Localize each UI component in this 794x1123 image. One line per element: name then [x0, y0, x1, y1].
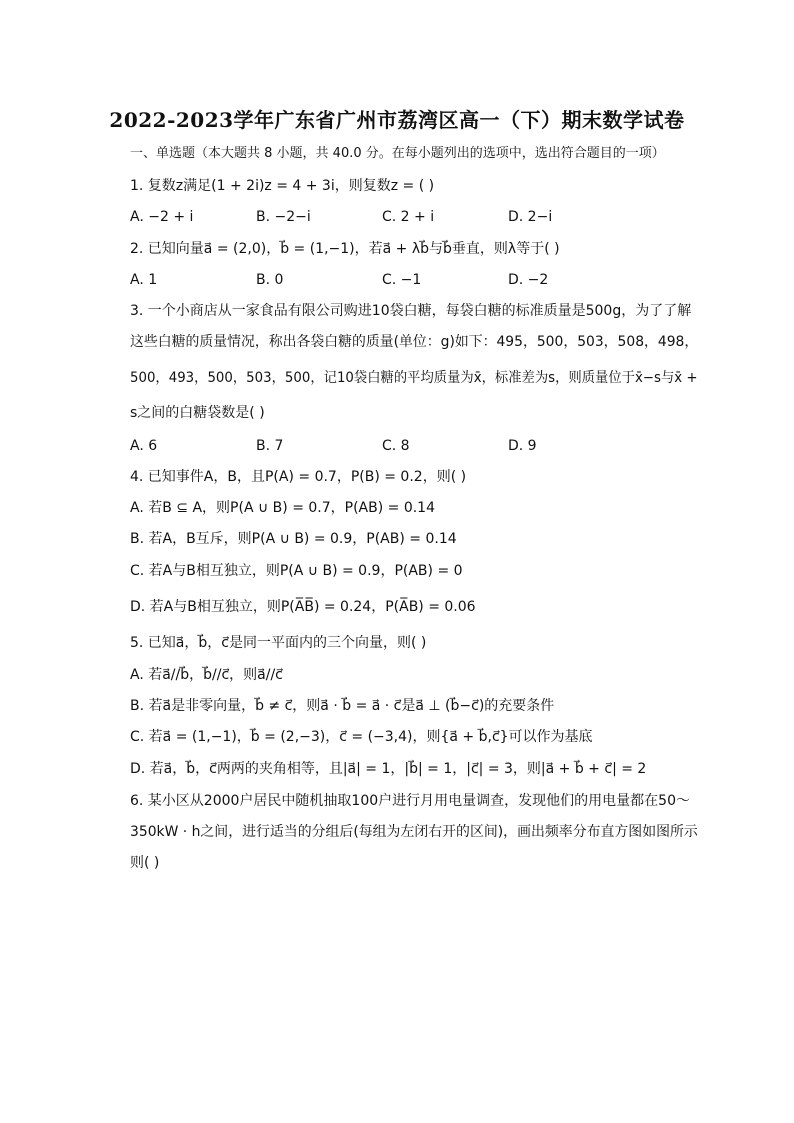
question-6-line-2: 350kW · h之间，进行适当的分组后(每组为左闭右开的区间)，画出频率分布直方图如图所示	[130, 824, 698, 840]
question-3-line-2: 这些白糖的质量情况，称出各袋白糖的质量(单位：g)如下：495，500，503，508，498，	[130, 334, 699, 350]
section-heading: 一、单选题（本大题共 8 小题，共 40.0 分。在每小题列出的选项中，选出符合题目的一项）	[130, 146, 665, 161]
question-3-line-1: 3. 一个小商店从一家食品有限公司购进10袋白糖，每袋白糖的标准质量是500g，为了了解	[130, 303, 692, 319]
q3-option-a: A. 6	[130, 438, 158, 454]
q5-option-b: B. 若a⃗是非零向量，b⃗ ≠ c⃗，则a⃗ · b⃗ = a⃗ · c⃗是a⃗ ⊥ (b⃗−c⃗)的充要条件	[130, 698, 555, 714]
q2-option-c: C. −1	[382, 272, 422, 288]
exam-title: 2022-2023学年广东省广州市荔湾区高一（下）期末数学试卷	[109, 108, 685, 132]
q3-option-d: D. 9	[508, 438, 537, 454]
q4-option-d: D. 若A与B相互独立，则P(A̅B̅) = 0.24，P(A̅B) = 0.06	[130, 599, 476, 615]
question-4: 4. 已知事件A，B，且P(A) = 0.7，P(B) = 0.2，则( )	[130, 469, 467, 485]
q4-option-a: A. 若B ⊆ A，则P(A ∪ B) = 0.7，P(AB) = 0.14	[130, 500, 435, 516]
question-5: 5. 已知a⃗，b⃗，c⃗是同一平面内的三个向量，则( )	[130, 635, 427, 651]
q1-option-c: C. 2 + i	[382, 209, 435, 225]
q5-option-c: C. 若a⃗ = (1,−1)，b⃗ = (2,−3)，c⃗ = (−3,4)，则{a⃗ + b⃗,c⃗}可以作为基底	[130, 729, 593, 745]
q5-option-d: D. 若a⃗，b⃗，c⃗两两的夹角相等，且|a⃗| = 1，|b⃗| = 1，|c⃗| = 3，则|a⃗ + b⃗ + c⃗| = 2	[130, 761, 647, 777]
question-6-line-3: 则( )	[130, 855, 160, 871]
question-1: 1. 复数z满足(1 + 2i)z = 4 + 3i，则复数z = ( )	[130, 178, 435, 194]
q1-option-d: D. 2−i	[508, 209, 553, 225]
q2-option-a: A. 1	[130, 272, 158, 288]
q3-option-b: B. 7	[256, 438, 284, 454]
question-3-line-3: 500，493，500，503，500，记10袋白糖的平均质量为x̄，标准差为s，则质量位于x̄−s与x̄ +	[130, 370, 698, 386]
q3-option-c: C. 8	[382, 438, 410, 454]
q2-option-d: D. −2	[508, 272, 549, 288]
question-3-line-4: s之间的白糖袋数是( )	[130, 405, 265, 421]
q2-option-b: B. 0	[256, 272, 284, 288]
q4-option-c: C. 若A与B相互独立，则P(A ∪ B) = 0.9，P(AB) = 0	[130, 563, 463, 579]
q1-option-b: B. −2−i	[256, 209, 311, 225]
q4-option-b: B. 若A，B互斥，则P(A ∪ B) = 0.9，P(AB) = 0.14	[130, 531, 457, 547]
question-6-line-1: 6. 某小区从2000户居民中随机抽取100户进行月用电量调查，发现他们的用电量都在50～	[130, 793, 690, 809]
q5-option-a: A. 若a⃗//b⃗，b⃗//c⃗，则a⃗//c⃗	[130, 667, 283, 683]
q1-option-a: A. −2 + i	[130, 209, 194, 225]
question-2: 2. 已知向量a⃗ = (2,0)，b⃗ = (1,−1)，若a⃗ + λb⃗与b⃗垂直，则λ等于( )	[130, 241, 560, 257]
